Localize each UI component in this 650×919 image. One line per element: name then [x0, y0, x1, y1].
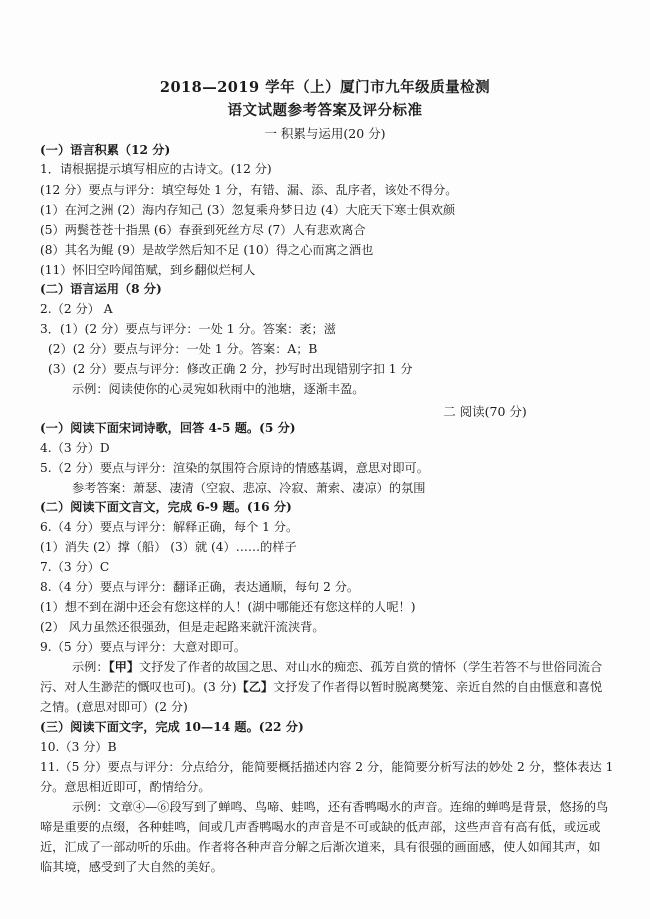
- section-heading-language-accumulation: (一）语言积累（12 分): [40, 143, 171, 157]
- translation-8-2: (2） 风力虽然还很强劲，但是走起路来就汗流浃背。: [40, 620, 325, 634]
- question-3-2: (2）(2 分）要点与评分：一处 1 分。答案：A；B: [48, 342, 318, 356]
- answer-row-4: (11）怀旧空吟闻笛赋，到乡翻似烂柯人: [40, 263, 256, 277]
- reference-words-5: 参考答案：萧瑟、凄清（空寂、悲凉、冷寂、萧索、凄凉）的氛围: [72, 481, 426, 495]
- answer-row-1: (1）在河之洲 (2）海内存知己 (3）忽复乘舟梦日边 (4）大庇天下寒士俱欢颜: [40, 203, 456, 217]
- example-3: 示例：阅读使你的心灵宛如秋雨中的池塘，逐渐丰盈。: [72, 382, 365, 396]
- question-3-3: (3）(2 分）要点与评分：修改正确 2 分，抄写时出现错别字扣 1 分: [48, 362, 413, 376]
- example-11-line-3: 近，汇成了一部动听的乐曲。作者将各种声音分解之后渐次道来，具有很强的画面感，使人如闻其声，如: [40, 840, 601, 854]
- question-10: 10.（3 分）B: [40, 740, 117, 754]
- section-heading-modern-prose: (三）阅读下面文字，完成 10—14 题。(22 分): [40, 720, 304, 734]
- question-5: 5.（2 分）要点与评分：渲染的氛围符合原诗的情感基调，意思对即可。: [40, 461, 429, 475]
- part-heading-reading: 二 阅读(70 分): [443, 404, 527, 419]
- example-11-line-2: 啼是重要的点缀，各种蛙鸣，间或几声香鸭喝水的声音是不可或缺的低声部，这些声音有高有低，或远或: [40, 820, 601, 834]
- section-heading-poetry: (一）阅读下面宋词诗歌，回答 4-5 题。(5 分): [40, 421, 296, 435]
- part-heading-accumulation: 一 积累与运用(20 分): [264, 126, 386, 141]
- answer-row-6: (1）消失 (2）撑（船） (3）就 (4）……的样子: [40, 540, 297, 554]
- example-9-line-3: 之情。(意思对即可）(2 分): [40, 700, 188, 714]
- question-8: 8.（4 分）要点与评分：翻译正确，表达通顺，每句 2 分。: [40, 580, 360, 594]
- example-11-line-4: 临其境，感受到了大自然的美好。: [40, 860, 223, 874]
- section-heading-language-use: (二）语言运用（8 分): [40, 282, 162, 296]
- translation-8-1: (1）想不到在湖中还会有您这样的人！(湖中哪能还有您这样的人呢！): [40, 600, 416, 614]
- question-6: 6.（4 分）要点与评分：解释正确，每个 1 分。: [40, 520, 299, 534]
- example-11-line-1: 示例：文章④—⑥段写到了蝉鸣、鸟啼、蛙鸣，还有香鸭喝水的声音。连绵的蝉鸣是背景，悠扬的鸟: [72, 800, 609, 814]
- question-11: 11.（5 分）要点与评分：分点给分，能简要概括描述内容 2 分，能简要分析写法的妙处 2 分，整体表达 1: [40, 760, 614, 774]
- example-9-line-2: 污、对人生渺茫的慨叹也可)。(3 分)【乙】文抒发了作者得以暂时脱离樊笼、亲近自然的自由惬意和喜悦: [40, 680, 603, 694]
- question-1: 1．请根据提示填写相应的古诗文。(12 分): [40, 162, 272, 176]
- question-9: 9.（5 分）要点与评分：大意对即可。: [40, 640, 247, 654]
- answer-row-2: (5）两鬓苍苍十指黑 (6）春蚕到死丝方尽 (7）人有悲欢离合: [40, 223, 366, 237]
- scoring-note-1: (12 分）要点与评分：填空每处 1 分，有错、漏、添、乱序者，该处不得分。: [40, 183, 458, 197]
- question-7: 7.（3 分）C: [40, 560, 110, 574]
- document-title: 2018—2019 学年（上）厦门市九年级质量检测: [159, 79, 491, 96]
- question-3-1: 3．(1）(2 分）要点与评分：一处 1 分。答案：袤；滋: [40, 322, 336, 336]
- question-2: 2.（2 分） A: [40, 302, 113, 316]
- document-subtitle: 语文试题参考答案及评分标准: [227, 102, 423, 119]
- section-heading-classical-prose: (二）阅读下面文言文，完成 6-9 题。(16 分): [40, 500, 292, 514]
- question-4: 4.（3 分）D: [40, 441, 110, 455]
- answer-row-3: (8）其名为鲲 (9）是故学然后知不足 (10）得之心而寓之酒也: [40, 243, 374, 257]
- example-9-line-1: 示例：【甲】文抒发了作者的故国之思、对山水的痴恋、孤芳自赏的情怀（学生若答不与世俗同流合: [72, 660, 603, 674]
- question-11-cont: 分。意思相近即可，酌情给分。: [40, 780, 211, 794]
